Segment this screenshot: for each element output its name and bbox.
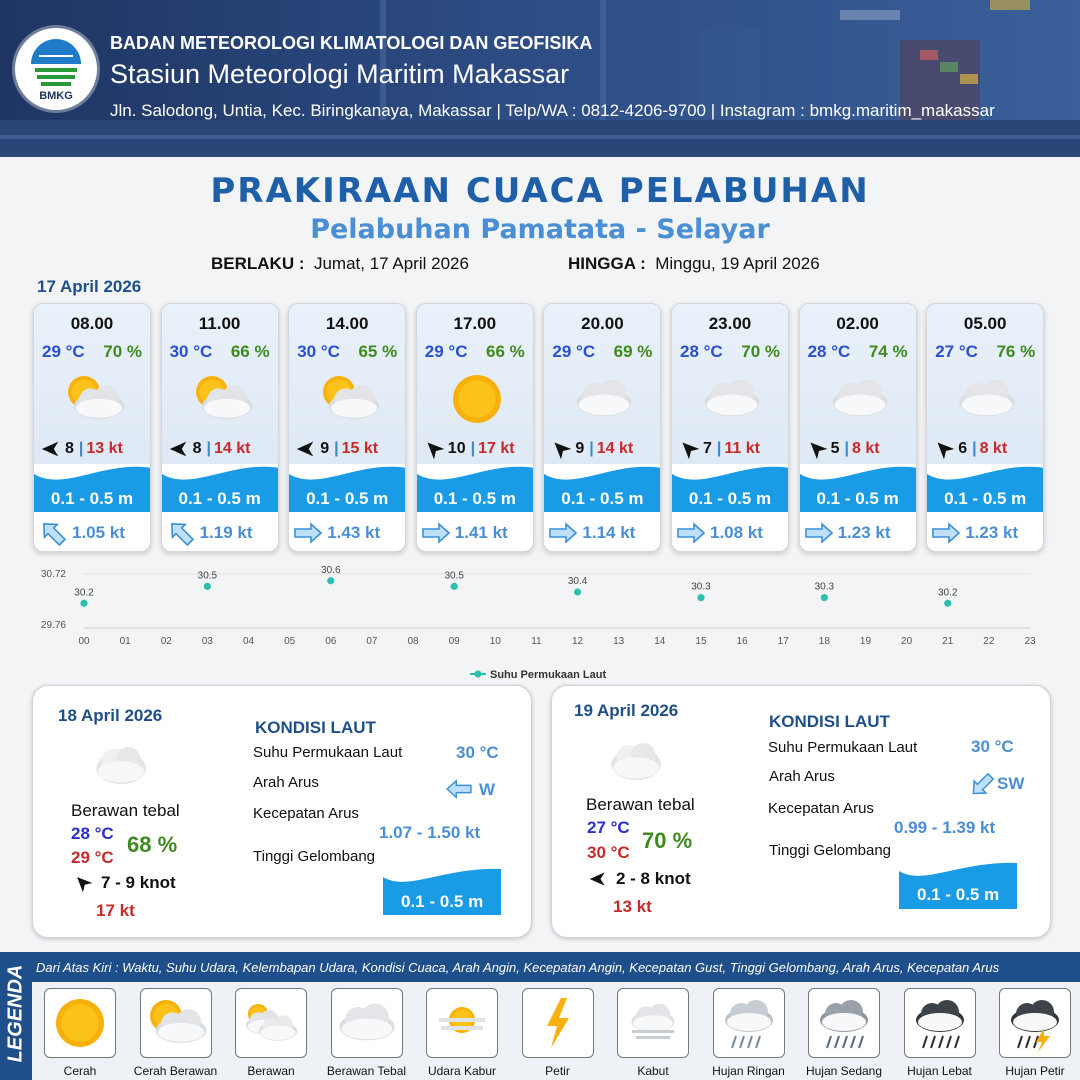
current-speed: 1.23 kt [965, 523, 1019, 542]
forecast-current [804, 518, 912, 548]
chart-data-label: 30.3 [691, 581, 711, 593]
chart-x-tick-label: 08 [407, 636, 419, 647]
validity-from-date: Jumat, 17 April 2026 [313, 254, 469, 273]
legend-item-label: Hujan Lebat [907, 1064, 972, 1078]
legend-item [904, 988, 976, 1058]
day3-gust: 13 kt [613, 897, 652, 916]
day3-current-speed-label: Kecepatan Arus [768, 800, 874, 817]
forecast-temperature: 30 °C [169, 342, 213, 361]
wind-direction-icon [550, 438, 572, 460]
berawan-tebal-icon [569, 368, 639, 430]
page-subtitle: Pelabuhan Pamatata - Selayar [310, 214, 770, 245]
wave-height: 0.1 - 0.5 m [433, 489, 516, 508]
legend-item-label: Berawan Tebal [326, 1064, 407, 1078]
day2-current-dir: W [479, 780, 496, 799]
chart-x-tick-label: 06 [325, 636, 337, 647]
chart-y-tick-label: 29.76 [40, 620, 66, 631]
legend [0, 952, 1080, 1080]
day3-temp-max: 30 °C [587, 843, 630, 862]
wind-separator: | [78, 440, 84, 457]
forecast-humidity: 69 % [613, 342, 653, 361]
wind-speed: 8 [192, 440, 202, 457]
forecast-current [548, 518, 656, 548]
chart-y-tick-label: 30.72 [40, 569, 66, 580]
gust-speed: 8 kt [979, 440, 1008, 457]
wind-speed: 5 [830, 440, 840, 457]
wind-speed: 9 [320, 440, 330, 457]
berawan-tebal-icon [332, 989, 402, 1057]
chart-x-tick-label: 00 [78, 636, 90, 647]
chart-x-tick-label: 11 [531, 636, 542, 647]
day1-date: 17 April 2026 [37, 277, 142, 296]
legend-item-label: Hujan Ringan [712, 1064, 785, 1078]
wind-separator: | [470, 440, 476, 457]
station-address: Jln. Salodong, Untia, Kec. Biringkanaya, Makassar | Telp/WA : 0812-4206-9700 | Instagram : bmkg.maritim_makassar [110, 101, 995, 120]
wind-direction-icon [588, 869, 608, 889]
chart-x-tick-label: 07 [366, 636, 378, 647]
validity-from-label: BERLAKU : [211, 254, 305, 273]
cerah-berawan-icon [59, 368, 129, 430]
wind-separator: | [589, 440, 594, 457]
forecast-current [38, 518, 146, 548]
wave-height: 0.1 - 0.5 m [944, 489, 1027, 508]
berawan-tebal-icon [952, 368, 1022, 430]
chart-x-tick-label: 05 [284, 636, 296, 647]
chart-x-tick-label: 22 [983, 636, 995, 647]
berawan-tebal-icon [91, 738, 153, 788]
forecast-temperature: 29 °C [42, 342, 85, 361]
forecast-wind [168, 438, 274, 460]
day3-panel [551, 685, 1051, 938]
wind-speed: 7 [703, 440, 712, 457]
legend-item-label: Berawan [247, 1064, 295, 1078]
day3-current-dir: SW [997, 774, 1025, 793]
chart-x-tick-label: 16 [736, 636, 748, 647]
day3-wave-value: 0.1 - 0.5 m [917, 885, 1000, 904]
legend-item [140, 988, 212, 1058]
forecast-card [416, 303, 534, 552]
day3-wave-label: Tinggi Gelombang [769, 842, 892, 859]
legend-item [713, 988, 785, 1058]
bmkg-logo [15, 28, 97, 110]
wind-direction-icon [168, 438, 190, 460]
forecast-time: 17.00 [453, 314, 497, 333]
chart-x-tick-label: 04 [242, 636, 255, 647]
day2-wave-label: Tinggi Gelombang [253, 848, 376, 865]
chart-x-tick-label: 13 [613, 636, 625, 647]
forecast-wind [806, 438, 912, 460]
validity-to [568, 254, 820, 274]
hujan-lebat-icon [905, 989, 975, 1057]
legend-item-label: Udara Kabur [427, 1064, 497, 1078]
forecast-temperature: 27 °C [935, 342, 978, 361]
kabut-icon [618, 989, 688, 1057]
forecast-wind [678, 438, 784, 460]
petir-icon [523, 989, 593, 1057]
day3-current-speed: 0.99 - 1.39 kt [894, 818, 996, 837]
chart-legend-marker [475, 671, 482, 678]
wave-height: 0.1 - 0.5 m [50, 489, 134, 508]
wind-direction-icon [295, 438, 317, 460]
hujan-sedang-icon [809, 989, 879, 1057]
wave-height: 0.1 - 0.5 m [816, 489, 899, 508]
chart-x-tick-label: 20 [901, 636, 913, 647]
chart-x-tick-label: 23 [1024, 636, 1036, 647]
wave-height: 0.1 - 0.5 m [561, 489, 644, 508]
wind-separator: | [972, 440, 977, 457]
day2-sst-value: 30 °C [456, 743, 499, 762]
day2-humidity: 68 % [127, 832, 178, 857]
page-title: PRAKIRAAN CUACA PELABUHAN [210, 171, 870, 211]
forecast-card [161, 303, 279, 552]
wave-height: 0.1 - 0.5 m [688, 489, 772, 508]
hujan-ringan-icon [714, 989, 784, 1057]
legend-item-label: Petir [545, 1064, 570, 1078]
chart-x-tick-label: 09 [448, 636, 460, 647]
current-direction-icon [445, 778, 473, 800]
forecast-card [671, 303, 789, 552]
day2-panel [32, 685, 532, 938]
current-speed: 1.23 kt [837, 523, 891, 542]
forecast-temperature: 30 °C [297, 342, 340, 361]
chart-x-tick-label: 15 [695, 636, 707, 647]
legend-item [426, 988, 498, 1058]
gust-speed: 14 kt [213, 440, 251, 457]
wind-direction-icon [806, 438, 828, 460]
agency-name: BADAN METEOROLOGI KLIMATOLOGI DAN GEOFISIKA [110, 33, 593, 53]
day2-temp-max: 29 °C [71, 848, 114, 867]
day3-wind [588, 869, 691, 889]
wind-speed: 8 [65, 440, 74, 457]
day3-condition: Berawan tebal [586, 795, 695, 814]
current-speed: 1.14 kt [582, 523, 636, 542]
chart-point [80, 600, 87, 607]
sea-surface-temperature-chart [30, 558, 1050, 686]
day2-condition: Berawan tebal [71, 801, 180, 820]
gust-speed: 8 kt [851, 440, 880, 457]
forecast-humidity: 70 % [741, 342, 780, 361]
gust-speed: 14 kt [596, 440, 634, 457]
chart-x-tick-label: 10 [489, 636, 501, 647]
wind-direction-icon [40, 438, 62, 460]
chart-point [204, 583, 211, 590]
legend-item [522, 988, 594, 1058]
current-speed: 1.41 kt [454, 523, 508, 542]
day2-current-dir-label: Arah Arus [253, 774, 319, 791]
legend-item [617, 988, 689, 1058]
forecast-temperature: 28 °C [807, 342, 851, 361]
chart-data-label: 30.2 [74, 587, 94, 599]
chart-point [821, 594, 828, 601]
wind-separator: | [716, 440, 722, 457]
wave-height: 0.1 - 0.5 m [178, 489, 261, 508]
legend-item [331, 988, 403, 1058]
forecast-humidity: 66 % [230, 342, 270, 361]
forecast-wind [933, 438, 1039, 460]
forecast-wind [423, 438, 529, 460]
chart-data-label: 30.6 [321, 564, 341, 576]
day3-date: 19 April 2026 [574, 701, 679, 720]
legend-item-label: Hujan Petir [1005, 1064, 1065, 1078]
day2-gust: 17 kt [96, 901, 135, 920]
logo-emblem-icon [15, 34, 97, 94]
current-direction-icon [804, 520, 834, 546]
wind-speed: 6 [958, 440, 968, 457]
legend-item [999, 988, 1071, 1058]
legend-description: Dari Atas Kiri : Waktu, Suhu Udara, Kelembapan Udara, Kondisi Cuaca, Arah Angin, Kecepatan Angin, Kecepatan Gust, Tinggi Gelombang, Arah Arus, Kecepatan Arus [36, 960, 1000, 975]
gust-speed: 13 kt [86, 440, 123, 457]
forecast-current [676, 518, 784, 548]
legend-item-label: Kabut [637, 1064, 669, 1078]
wind-separator: | [844, 440, 849, 457]
day2-current-speed-label: Kecepatan Arus [253, 805, 359, 822]
legend-item [808, 988, 880, 1058]
chart-x-tick-label: 03 [201, 636, 213, 647]
gust-speed: 17 kt [478, 440, 515, 457]
forecast-card [799, 303, 917, 552]
legend-item [44, 988, 116, 1058]
forecast-time: 05.00 [963, 314, 1007, 333]
forecast-humidity: 76 % [996, 342, 1036, 361]
wind-speed: 9 [575, 440, 585, 457]
current-direction-icon [548, 520, 578, 546]
forecast-humidity: 65 % [358, 342, 398, 361]
legend-title-bar [0, 952, 32, 1080]
legend-item-label: Cerah [63, 1064, 97, 1078]
current-direction-icon [676, 520, 706, 546]
chart-x-tick-label: 14 [654, 636, 666, 647]
current-direction-icon [421, 520, 451, 546]
hujan-petir-icon [1000, 989, 1070, 1057]
day2-temp-min: 28 °C [71, 824, 114, 843]
chart-x-tick-label: 02 [160, 636, 172, 647]
station-name: Stasiun Meteorologi Maritim Makassar [110, 59, 570, 89]
chart-data-label: 30.4 [567, 576, 588, 587]
chart-point [944, 600, 951, 607]
validity-from [211, 254, 469, 274]
current-speed: 1.05 kt [72, 523, 125, 542]
chart-x-tick-label: 18 [818, 636, 830, 647]
legend-title: LEGENDA [4, 964, 27, 1063]
current-speed: 1.19 kt [199, 523, 253, 542]
chart-x-tick-label: 19 [859, 636, 872, 647]
chart-x-tick-label: 21 [942, 636, 954, 647]
berawan-tebal-icon [825, 368, 895, 430]
forecast-card [33, 303, 151, 552]
current-direction-icon [931, 520, 961, 546]
udara-kabur-icon [427, 989, 497, 1057]
berawan-icon [236, 989, 306, 1057]
forecast-card [926, 303, 1044, 552]
day3-sst-label: Suhu Permukaan Laut [768, 739, 918, 756]
forecast-time: 02.00 [836, 314, 879, 333]
wind-direction-icon [933, 438, 955, 460]
cerah-berawan-icon [187, 368, 257, 430]
forecast-time: 14.00 [325, 314, 369, 333]
current-direction-icon [968, 771, 996, 799]
forecast-time: 23.00 [708, 314, 752, 333]
wave-height: 0.1 - 0.5 m [306, 489, 389, 508]
legend-item-label: Cerah Berawan [133, 1064, 218, 1078]
wind-separator: | [334, 440, 339, 457]
forecast-temperature: 29 °C [552, 342, 596, 361]
chart-data-label: 30.2 [938, 587, 958, 599]
wind-direction-icon [423, 438, 445, 460]
chart-data-label: 30.5 [444, 570, 464, 582]
validity-to-date: Minggu, 19 April 2026 [655, 254, 820, 273]
forecast-humidity: 70 % [103, 342, 142, 361]
wind-separator: | [206, 440, 211, 457]
validity-to-label: HINGGA : [568, 254, 646, 273]
day2-date: 18 April 2026 [58, 706, 163, 725]
forecast-temperature: 28 °C [680, 342, 723, 361]
forecast-temperature: 29 °C [424, 342, 468, 361]
wind-direction-icon [73, 873, 93, 893]
forecast-wind [550, 438, 656, 460]
day2-sst-label: Suhu Permukaan Laut [253, 744, 403, 761]
forecast-time: 20.00 [581, 314, 624, 333]
day2-wave-value: 0.1 - 0.5 m [401, 892, 484, 911]
wind-direction-icon [678, 438, 700, 460]
forecast-card [288, 303, 406, 552]
cerah-icon [442, 368, 512, 430]
forecast-current [166, 518, 274, 548]
chart-x-tick-label: 01 [119, 636, 131, 647]
current-speed: 1.43 kt [327, 523, 381, 542]
chart-legend-label: Suhu Permukaan Laut [490, 669, 607, 681]
chart-x-tick-label: 12 [572, 636, 584, 647]
chart-data-label: 30.3 [814, 581, 835, 593]
chart-point [697, 594, 704, 601]
forecast-humidity: 66 % [486, 342, 525, 361]
forecast-current [421, 518, 529, 548]
day2-sea-title: KONDISI LAUT [255, 718, 376, 737]
forecast-wind [40, 438, 146, 460]
logo-text: BMKG [39, 90, 73, 102]
current-direction-icon [293, 520, 323, 546]
day2-wind-speed: 7 - 9 knot [101, 873, 176, 892]
day3-sst-value: 30 °C [971, 737, 1014, 756]
gust-speed: 15 kt [341, 440, 379, 457]
gust-speed: 11 kt [724, 440, 760, 457]
day3-temp-min: 27 °C [587, 818, 630, 837]
current-direction-icon [38, 520, 68, 546]
day3-current-dir-label: Arah Arus [769, 768, 835, 785]
berawan-tebal-icon [697, 368, 767, 430]
forecast-wind [295, 438, 401, 460]
day3-humidity: 70 % [642, 828, 693, 853]
forecast-card [543, 303, 661, 552]
legend-item [235, 988, 307, 1058]
day3-wind-speed: 2 - 8 knot [616, 869, 691, 888]
chart-data-label: 30.5 [197, 570, 218, 582]
cerah-icon [45, 989, 115, 1057]
header-banner [0, 0, 1080, 157]
forecast-time: 08.00 [70, 314, 114, 333]
wind-speed: 10 [447, 440, 466, 457]
chart-point [574, 588, 581, 595]
cerah-berawan-icon [141, 989, 211, 1057]
chart-x-tick-label: 17 [777, 636, 789, 647]
forecast-current [931, 518, 1039, 548]
current-direction-icon [166, 520, 196, 546]
day3-sea-title: KONDISI LAUT [769, 712, 890, 731]
chart-point [451, 583, 458, 590]
forecast-humidity: 74 % [868, 342, 908, 361]
day2-current-speed: 1.07 - 1.50 kt [379, 823, 481, 842]
current-speed: 1.08 kt [710, 523, 763, 542]
berawan-tebal-icon [606, 734, 668, 784]
forecast-current [293, 518, 401, 548]
legend-item-label: Hujan Sedang [805, 1064, 883, 1078]
forecast-time: 11.00 [198, 314, 241, 333]
chart-point [327, 577, 334, 584]
hourly-forecast-cards [33, 303, 1053, 552]
cerah-berawan-icon [314, 368, 384, 430]
day2-wind [73, 873, 176, 893]
